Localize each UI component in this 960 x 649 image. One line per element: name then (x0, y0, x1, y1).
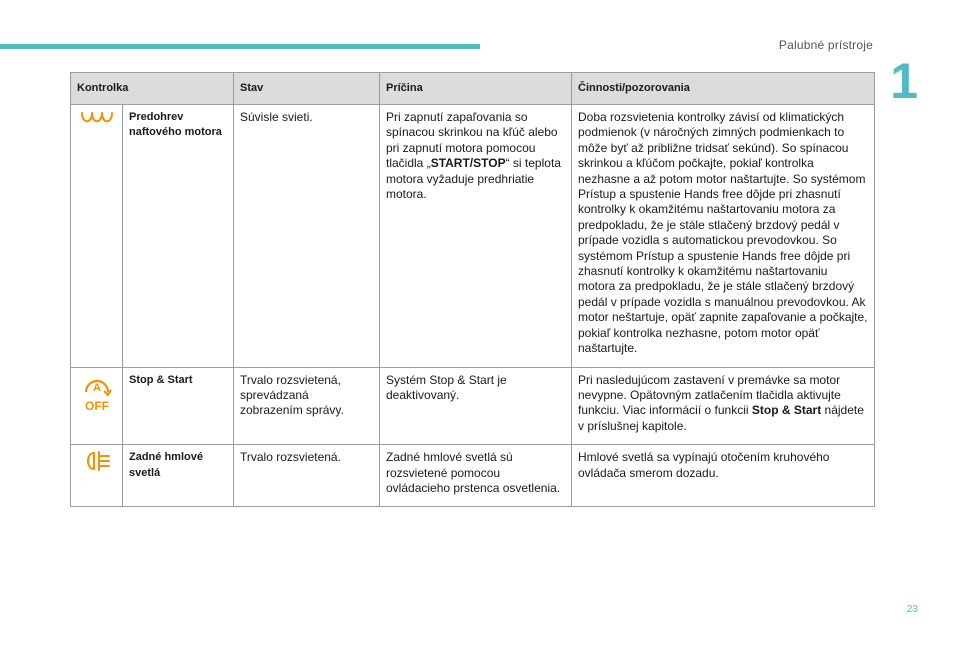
light-cause: Systém Stop & Start je deaktivovaný. (380, 367, 572, 445)
cause-text-end: “ si teplota motora vyžaduje predhriatie motora. (386, 156, 561, 202)
glow-plug-icon (80, 110, 114, 126)
icon-cell (71, 445, 123, 507)
table-row (71, 445, 875, 507)
table-row (71, 367, 875, 445)
section-title: Palubné prístroje (778, 38, 873, 52)
stop-start-icon-letter: A (92, 381, 101, 394)
page-number: 23 (906, 604, 918, 615)
light-state: Trvalo rozsvietená, sprevádzaná zobrazením správy. (234, 367, 380, 445)
stop-start-off-icon (80, 373, 114, 413)
column-header-cinnosti: Činnosti/pozorovania (572, 73, 875, 105)
light-state: Súvisle svieti. (234, 105, 380, 368)
action-text: Pri nasledujúcom zastavení v premávke sa motor nevypne. Opätovným zatlačením tlačidla aktivujte funkciu. Viac informácií o funkcii (578, 372, 841, 418)
light-state: Trvalo rozsvietená. (234, 445, 380, 507)
table-header-row (71, 73, 875, 105)
column-header-pricina: Príčina (380, 73, 572, 105)
action-text-end: nájdete v príslušnej kapitole. (578, 403, 864, 433)
light-name: Zadné hmlové svetlá (123, 445, 234, 507)
action-feature-name: Stop & Start (751, 403, 822, 418)
column-header-kontrolka: Kontrolka (71, 73, 234, 105)
table-row (71, 105, 875, 368)
light-name: Predohrev naftového motora (123, 105, 234, 368)
light-action: Hmlové svetlá sa vypínajú otočením kruhového ovládača smerom dozadu. (572, 445, 875, 507)
light-name: Stop & Start (123, 367, 234, 445)
icon-cell (71, 367, 123, 445)
header-accent-bar (0, 44, 480, 49)
light-action (572, 367, 875, 445)
light-action: Doba rozsvietenia kontrolky závisí od klimatických podmienok (v náročných zimných podmienkach to môže byť až približne tridsať sekúnd). So spínacou skrinkou a kľúčom počkajte, pokiaľ kontrolka nezhasne a až potom motor naštartujte. So systémom Prístup a spustenie Hands free dôjde pri zhasnutí kontrolky k okamžitému naštartovaniu motora za predpokladu, že je stále stlačený brzdový pedál v prípade vozidla s automatickou prevodovkou. So systémom Prístup a spustenie Hands free dôjde pri zhasnutí kontrolky k okamžitému naštartovaniu motora za predpokladu, že je stále stlačený brzdový pedál v prípade vozidla s manuálnou prevodovkou. Ak motor neštartuje, opäť zapnite zapaľovanie a počkajte, pokiaľ kontrolka nezhasne, potom motor opäť naštartujte. (572, 105, 875, 368)
light-cause: Zadné hmlové svetlá sú rozsvietené pomocou ovládacieho prstenca osvetlenia. (380, 445, 572, 507)
stop-start-icon-off-label: OFF (84, 398, 109, 413)
rear-fog-light-icon (82, 450, 112, 472)
icon-cell (71, 105, 123, 368)
light-cause (380, 105, 572, 368)
column-header-stav: Stav (234, 73, 380, 105)
chapter-number: 1 (890, 53, 918, 109)
cause-button-name: START/STOP (430, 156, 506, 171)
cause-text: Pri zapnutí zapaľovania so spínacou skrinkou na kľúč alebo pri zapnutí motora pomocou tlačidla „ (386, 110, 558, 171)
warning-lights-table (70, 72, 875, 507)
